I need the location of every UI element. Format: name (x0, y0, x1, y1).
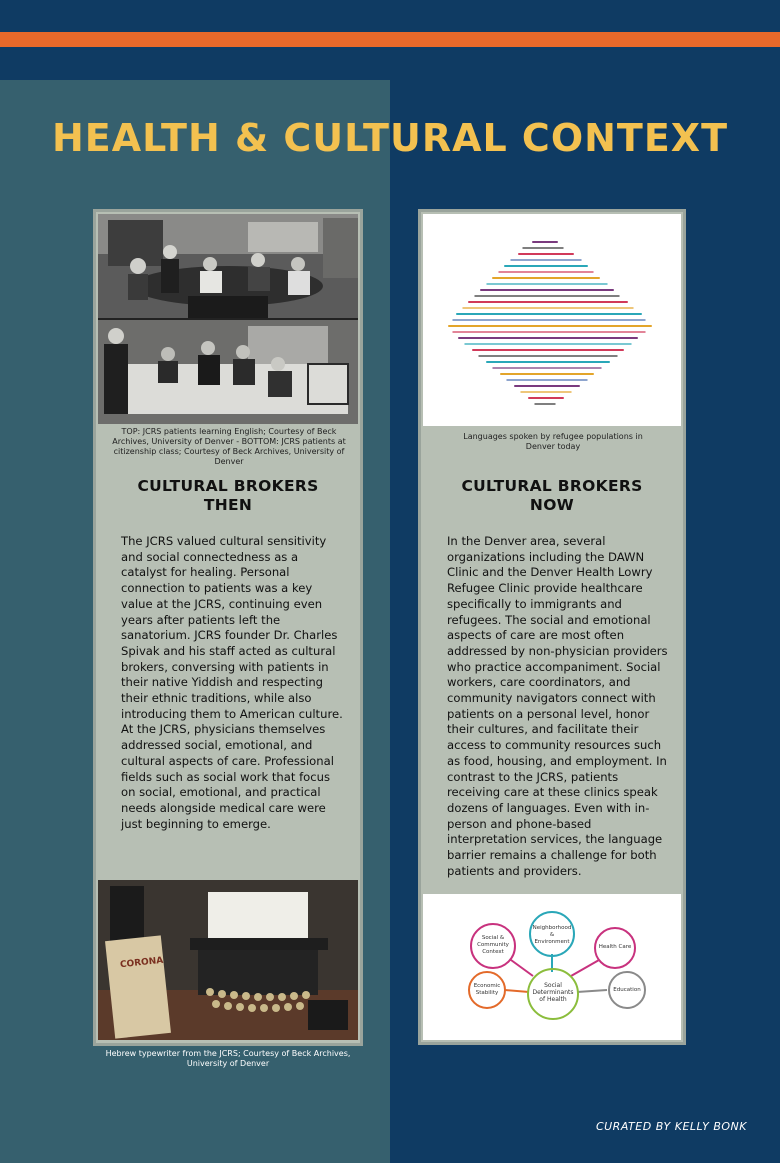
language-word-cloud-graphic (423, 214, 681, 426)
typewriter-photo (98, 880, 358, 1040)
heading-then (96, 477, 360, 515)
social-determinants-diagram (423, 894, 681, 1040)
body-then: The JCRS valued cultural sensitivity and social connectedness as a catalyst for healing. Personal connection to patients was a key value at the JCRS, continuing even years after patients left the sanatorium. JCRS founder Dr. Charles Spivak and his staff acted as cultural brokers, conversing with patients in their native Yiddish and respecting their ethnic traditions, while also introducing them to American culture. At the JCRS, physicians themselves addressed social, emotional, and cultural aspects of care. Professional fields such as social work that focus on social, emotional, and practical needs alongside medical care were just beginning to emerge. (121, 534, 343, 831)
diagram-center-label: Social Determinants of Health (532, 982, 574, 1003)
language-word-cloud (423, 214, 681, 426)
poster-title: HEALTH & CULTURAL CONTEXT (51, 116, 729, 160)
diagram-node-social-community: Social & Community Context (477, 935, 509, 955)
diagram-node-education: Education (613, 987, 641, 993)
word-cloud-caption: Languages spoken by refugee populations in Denver today (463, 432, 643, 451)
typewriter-caption: Hebrew typewriter from the JCRS; Courtesy of Beck Archives, University of Denver (105, 1049, 351, 1068)
orange-stripe (0, 32, 780, 47)
historical-photos (98, 214, 358, 424)
social-determinants-graphic (423, 894, 681, 1040)
diagram-node-health-care: Health Care (598, 944, 632, 950)
heading-now-line1: CULTURAL BROKERS (461, 477, 643, 495)
heading-then-line1: CULTURAL BROKERS (137, 477, 319, 495)
classroom-photo-collage (98, 214, 358, 424)
heading-now-line2: NOW (529, 496, 575, 514)
typewriter-brand: CORONA (119, 955, 164, 971)
curator-credit: CURATED BY KELLY BONK (595, 1120, 747, 1133)
diagram-node-economic-stability: Economic Stability (473, 983, 501, 996)
body-now: In the Denver area, several organizations including the DAWN Clinic and the Denver Health Lowry Refugee Clinic provide healthcare specifically to immigrants and refugees. The social and emotional aspects of care are most often addressed by non-physician providers who practice accompaniment. Social workers, care coordinators, and community navigators connect with patients on a personal level, honor their cultures, and facilitate their access to community resources such as food, housing, and employment. In contrast to the JCRS, patients receiving care at these clinics speak dozens of languages. Even with in-person and phone-based interpretation services, the language barrier remains a challenge for both patients and providers. (447, 534, 668, 878)
heading-then-line2: THEN (203, 496, 253, 514)
left-column (93, 209, 363, 1046)
diagram-node-neighborhood: Neighborhood & Environment (532, 925, 572, 945)
right-column (418, 209, 686, 1045)
heading-now (421, 477, 683, 515)
top-band (0, 0, 780, 32)
photo-caption: TOP: JCRS patients learning English; Courtesy of Beck Archives, University of Denver - BOTTOM: JCRS patients at citizenship class; Courtesy of Beck Archives, University of Denver (112, 427, 346, 466)
